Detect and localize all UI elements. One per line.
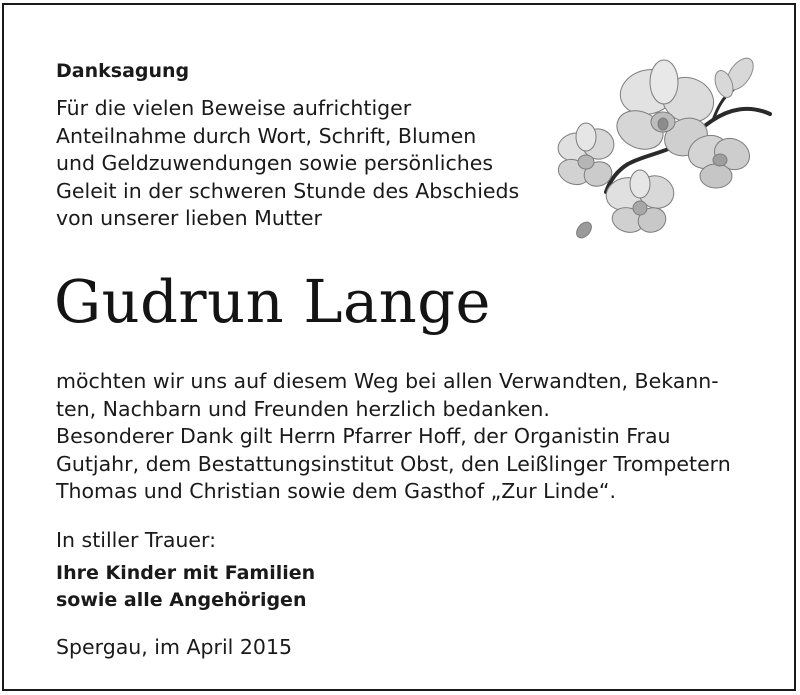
intro-line: und Geldzuwendungen sowie persönliches xyxy=(56,151,494,175)
thanks-line: Gutjahr, dem Bestattungsinstitut Obst, den Leißlinger Trompetern xyxy=(56,451,731,476)
thanks-line: ten, Nachbarn und Freunden herzlich bedanken. xyxy=(56,396,550,421)
place-date: Spergau, im April 2015 xyxy=(56,635,293,659)
intro-line: Geleit in der schweren Stunde des Abschieds xyxy=(56,178,520,203)
mourners xyxy=(56,560,315,614)
orchid-image xyxy=(548,52,773,242)
mourner-line: Ihre Kinder mit Familien xyxy=(56,562,316,584)
thanks-text xyxy=(56,368,731,506)
thanks-line: Thomas und Christian sowie dem Gasthof „Zur Linde“. xyxy=(56,479,617,503)
mourner-line: sowie alle Angehörigen xyxy=(56,589,307,611)
mourning-label: In stiller Trauer: xyxy=(56,528,216,552)
intro-line: von unserer lieben Mutter xyxy=(56,206,322,230)
deceased-name: Gudrun Lange xyxy=(54,267,491,336)
thanks-line: möchten wir uns auf diesem Weg bei allen Verwandten, Bekann- xyxy=(56,369,719,393)
intro-line: Anteilnahme durch Wort, Schrift, Blumen xyxy=(56,123,477,148)
notice-heading: Danksagung xyxy=(56,60,190,82)
intro-text xyxy=(56,95,519,233)
intro-line: Für die vielen Beweise aufrichtiger xyxy=(56,96,412,120)
thanks-line: Besonderer Dank gilt Herrn Pfarrer Hoff, der Organistin Frau xyxy=(56,424,671,448)
